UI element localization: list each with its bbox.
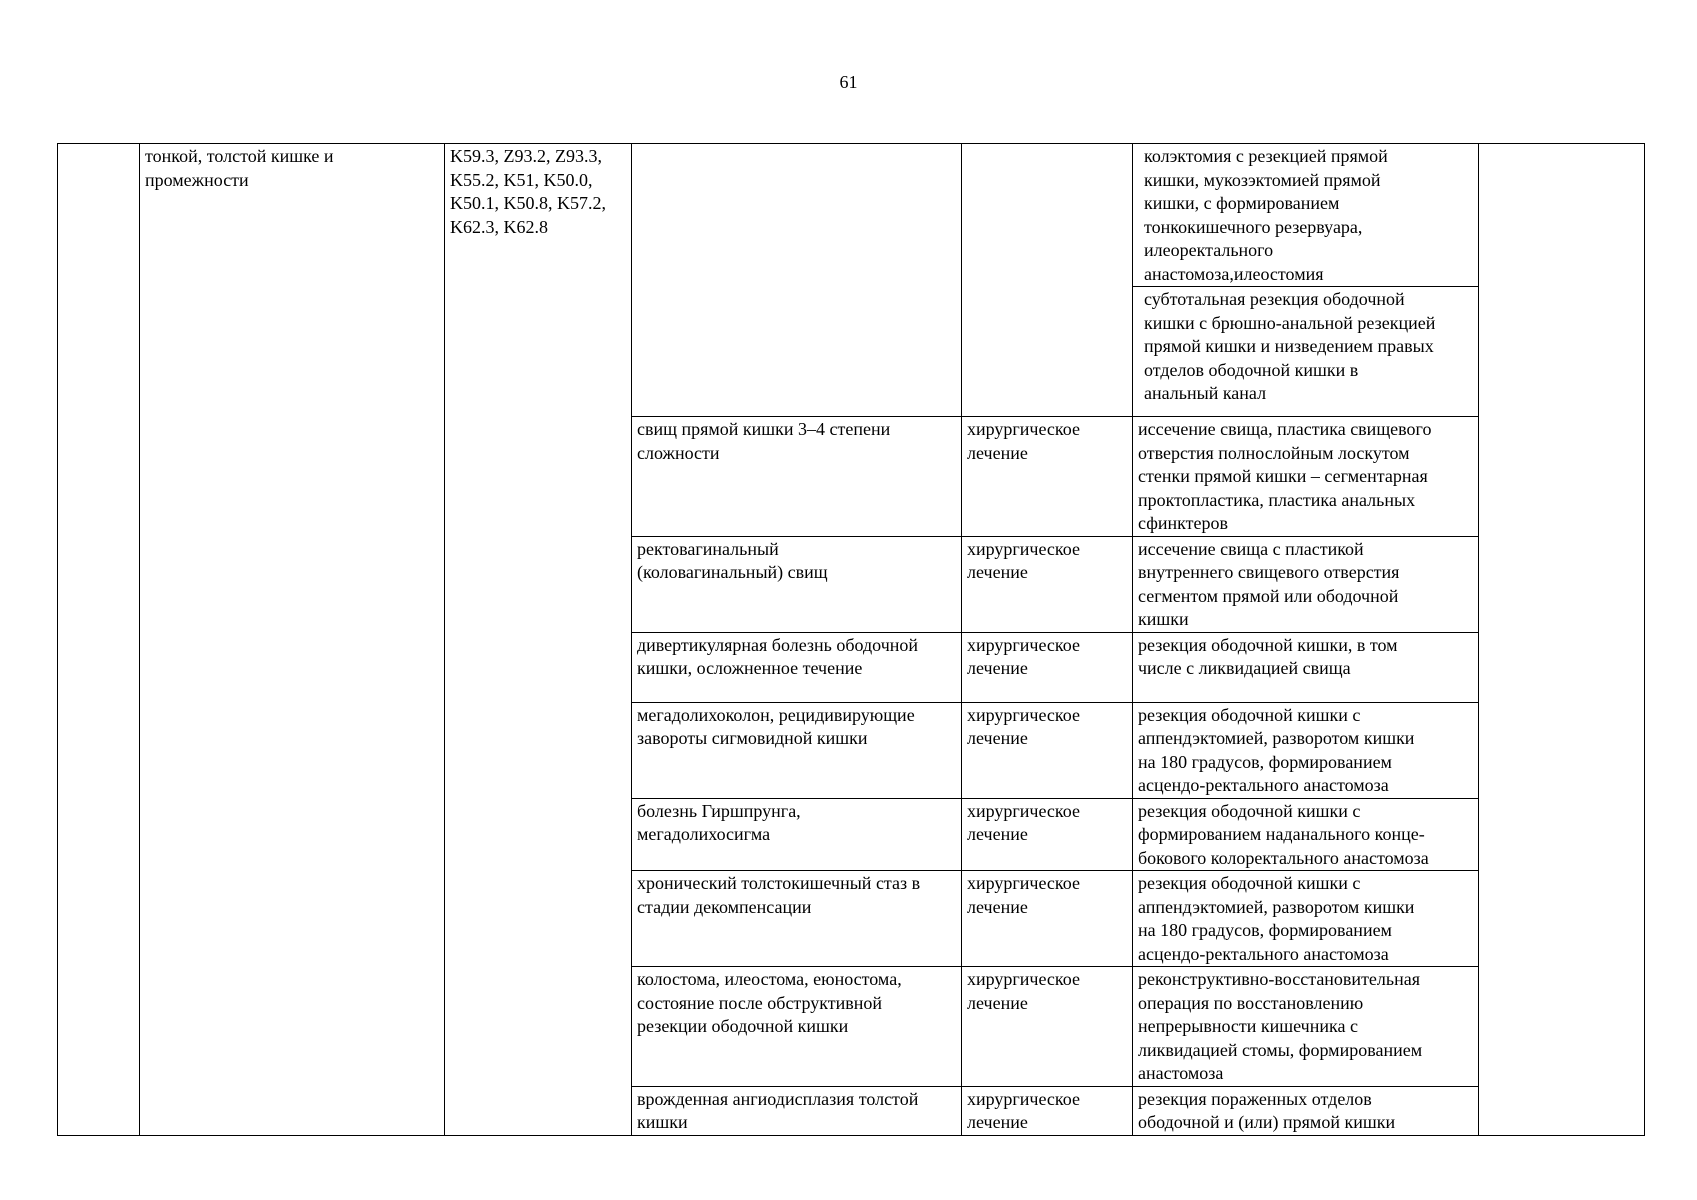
diagnosis-cell — [632, 967, 962, 1087]
treatment-cell — [962, 536, 1133, 632]
cell-line: свищ прямой кишки 3–4 степени — [637, 419, 891, 439]
codes-cell — [445, 144, 632, 1136]
cell-line: кишки — [637, 1112, 688, 1132]
cell-line: на 180 градусов, формированием — [1138, 751, 1392, 772]
cell-line: числе с ликвидацией свища — [1138, 658, 1351, 678]
cell-line: K59.3, Z93.2, Z93.3, — [450, 146, 602, 166]
cell-line: лечение — [967, 896, 1028, 917]
cell-line: сфинктеров — [1138, 513, 1228, 533]
cell-line: лечение — [967, 1112, 1028, 1132]
cell-line: резекция ободочной кишки с — [1138, 704, 1361, 725]
method-cell — [1133, 798, 1479, 871]
cell-line: резекция пораженных отделов — [1138, 1088, 1372, 1109]
cell-line: хирургическое — [967, 800, 1080, 821]
method-cell — [1133, 536, 1479, 632]
cell-line: тонкой, толстой кишке и — [145, 146, 334, 166]
diagnosis-cell — [632, 702, 962, 798]
cell-line: мегадолихосигма — [637, 824, 771, 844]
cell-line: анастомоза — [1138, 1063, 1224, 1083]
cell-line: врожденная ангиодисплазия толстой — [637, 1088, 919, 1109]
cell-line: анальный канал — [1144, 383, 1267, 403]
cell-line: хронический толстокишечный стаз в — [637, 873, 921, 893]
cell-line: асцендо-ректального анастомоза — [1138, 775, 1389, 795]
diagnosis-cell — [632, 871, 962, 967]
cell-line: K55.2, K51, K50.0, — [450, 169, 593, 190]
cell-line: K50.1, K50.8, K57.2, — [450, 193, 606, 213]
cell-line: хирургическое — [967, 704, 1080, 725]
cell-line: кишки с брюшно-анальной резекцией — [1144, 312, 1436, 333]
cell-line: стенки прямой кишки – сегментарная — [1138, 466, 1428, 486]
treatment-cell — [962, 798, 1133, 871]
method-cell — [1133, 1086, 1479, 1135]
procedures-table — [57, 143, 1645, 1136]
diagnosis-cell — [632, 417, 962, 537]
cell-line: хирургическое — [967, 873, 1080, 893]
cell-line: резекция ободочной кишки, в том — [1138, 634, 1398, 655]
cell-line: тонкокишечного резервуара, — [1144, 216, 1363, 237]
cell-line: кишки, с формированием — [1144, 193, 1340, 213]
cell-line: лечение — [967, 562, 1028, 582]
cell-line: сегментом прямой или ободочной — [1138, 585, 1399, 606]
method-cell — [1133, 967, 1479, 1087]
cell-line: сложности — [637, 442, 720, 463]
cell-line: хирургическое — [967, 1088, 1080, 1109]
diagnosis-cell — [632, 632, 962, 702]
cell-line: анастомоза,илеостомия — [1144, 263, 1324, 284]
page-number: 61 — [839, 72, 858, 92]
group-name-cell — [140, 144, 445, 1136]
method-cell — [1133, 417, 1479, 537]
cell-line: состояние после обструктивной — [637, 992, 883, 1013]
treatment-cell — [962, 1086, 1133, 1135]
cell-line: бокового колоректального анастомоза — [1138, 847, 1429, 868]
cell-line: отделов ободочной кишки в — [1144, 359, 1359, 380]
treatment-cell — [962, 144, 1133, 417]
cell-line: асцендо-ректального анастомоза — [1138, 943, 1389, 964]
cell-line: промежности — [145, 169, 249, 190]
cell-line: резекция ободочной кишки с — [1138, 800, 1361, 821]
cell-line: иссечение свища, пластика свищевого — [1138, 419, 1432, 439]
cell-line: резекция ободочной кишки с — [1138, 873, 1361, 893]
cell-line: хирургическое — [967, 969, 1080, 989]
cell-line: стадии декомпенсации — [637, 896, 812, 917]
cell-line: мегадолихоколон, рецидивирующие — [637, 704, 915, 725]
cell-line: субтотальная резекция ободочной — [1144, 289, 1405, 309]
cell-line: хирургическое — [967, 634, 1080, 655]
cell-line: колэктомия с резекцией прямой — [1144, 146, 1388, 166]
diagnosis-cell — [632, 798, 962, 871]
cell-line: кишки — [1138, 609, 1189, 629]
cell-line: лечение — [967, 992, 1028, 1013]
table-body — [58, 144, 1645, 1136]
cell-line: лечение — [967, 824, 1028, 844]
cell-line: дивертикулярная болезнь ободочной — [637, 634, 919, 655]
method-cell — [1133, 632, 1479, 702]
treatment-cell — [962, 967, 1133, 1087]
treatment-cell — [962, 871, 1133, 967]
cell-line: на 180 градусов, формированием — [1138, 920, 1392, 940]
cell-line: аппендэктомией, разворотом кишки — [1138, 896, 1415, 917]
table-row — [58, 144, 1645, 287]
cell-line: илеоректального — [1144, 240, 1274, 260]
cell-line: (коловагинальный) свищ — [637, 562, 828, 582]
number-cell — [58, 144, 140, 1136]
treatment-cell — [962, 417, 1133, 537]
cell-line: завороты сигмовидной кишки — [637, 728, 868, 748]
diagnosis-cell — [632, 1086, 962, 1135]
cell-line: формированием наданального конце- — [1138, 824, 1425, 844]
cell-line: ободочной и (или) прямой кишки — [1138, 1112, 1396, 1132]
method-cell — [1133, 144, 1479, 287]
cell-line: лечение — [967, 442, 1028, 463]
cell-line: внутреннего свищевого отверстия — [1138, 562, 1400, 582]
cell-line: колостома, илеостома, еюностома, — [637, 969, 902, 989]
cell-line: кишки, осложненное течение — [637, 658, 863, 678]
cell-line: реконструктивно-восстановительная — [1138, 969, 1421, 989]
blank-cell — [1479, 144, 1645, 1136]
method-cell — [1133, 287, 1479, 417]
cell-line: K62.3, K62.8 — [450, 216, 548, 237]
cell-line: прямой кишки и низведением правых — [1144, 336, 1434, 356]
cell-line: лечение — [967, 658, 1028, 678]
diagnosis-cell — [632, 144, 962, 417]
cell-line: ректовагинальный — [637, 538, 779, 559]
cell-line: резекции ободочной кишки — [637, 1016, 849, 1036]
cell-line: ликвидацией стомы, формированием — [1138, 1039, 1423, 1060]
cell-line: хирургическое — [967, 538, 1080, 559]
treatment-cell — [962, 632, 1133, 702]
method-cell — [1133, 871, 1479, 967]
cell-line: отверстия полнослойным лоскутом — [1138, 442, 1410, 463]
method-cell — [1133, 702, 1479, 798]
cell-line: болезнь Гиршпрунга, — [637, 800, 801, 821]
diagnosis-cell — [632, 536, 962, 632]
cell-line: иссечение свища с пластикой — [1138, 538, 1364, 559]
cell-line: операция по восстановлению — [1138, 992, 1364, 1013]
cell-line: непрерывности кишечника с — [1138, 1016, 1358, 1036]
cell-line: кишки, мукозэктомией прямой — [1144, 169, 1381, 190]
cell-line: проктопластика, пластика анальных — [1138, 489, 1416, 510]
cell-line: лечение — [967, 728, 1028, 748]
cell-line: аппендэктомией, разворотом кишки — [1138, 728, 1415, 748]
cell-line: хирургическое — [967, 419, 1080, 439]
treatment-cell — [962, 702, 1133, 798]
